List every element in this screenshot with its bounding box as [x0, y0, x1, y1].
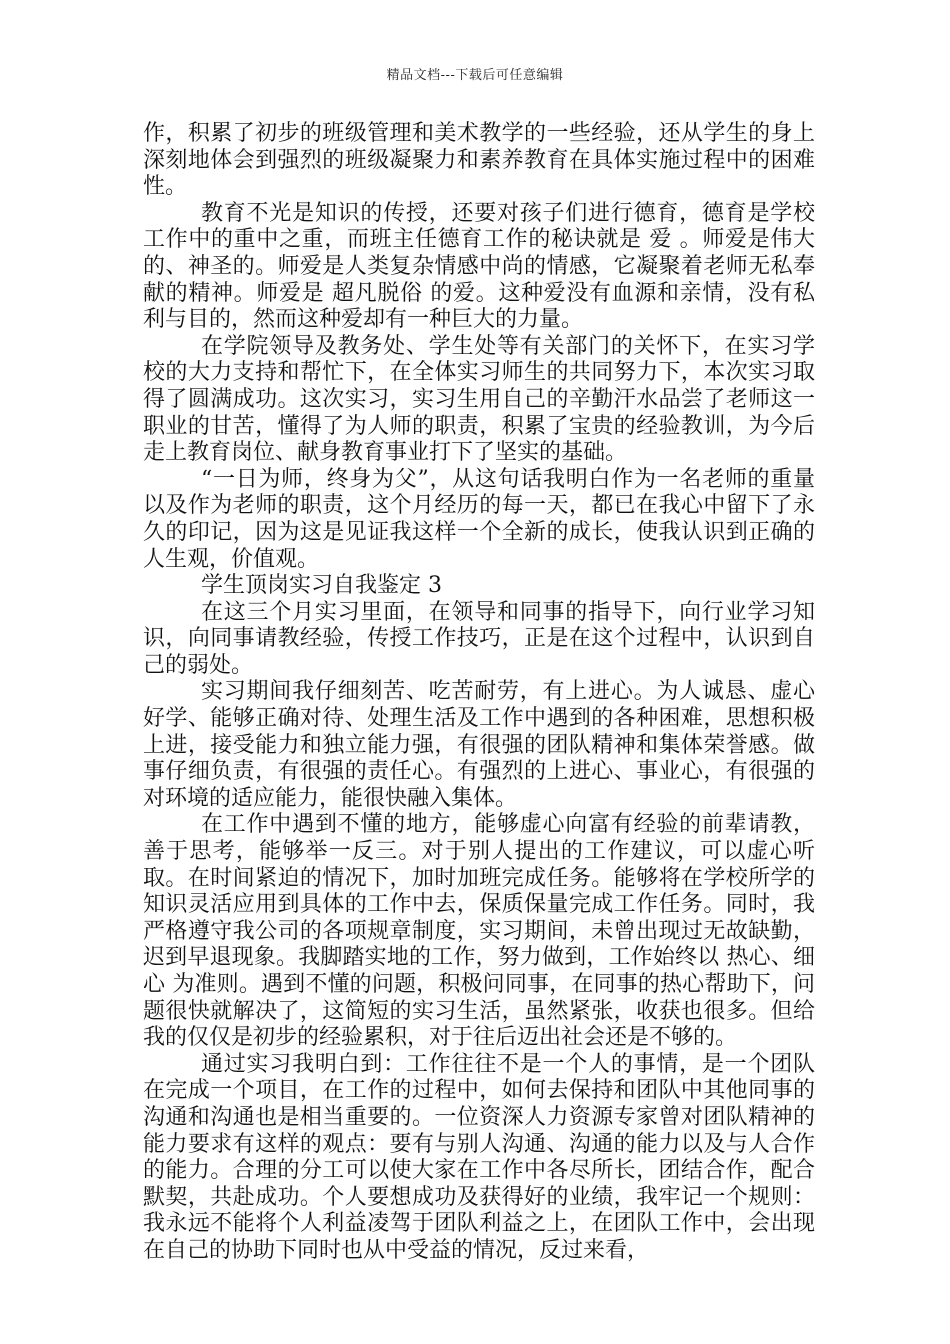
paragraph-teamwork: 通过实习我明白到：工作往往不是一个人的事情，是一个团队在完成一个项目，在工作的过程中，如何去保持和团队中其他同事的沟通和沟通也是相当重要的。一位资深人力资源专家曾对团队精神的能力要求有这样的观点：要有与别人沟通、沟通的能力以及与人合作的能力。合理的分工可以使大家在工作中各尽所长，团结合作，配合默契，共赴成功。个人要想成功及获得好的业绩，我牢记一个规则：我永远不能将个人利益凌驾于团队利益之上，在团队工作中，会出现在自己的协助下同时也从中受益的情况，反过来看， [143, 1051, 815, 1263]
paragraph-internship-success: 在学院领导及教务处、学生处等有关部门的关怀下，在实习学校的大力支持和帮忙下，在全体实习师生的共同努力下，本次实习取得了圆满成功。这次实习，实习生用自己的辛勤汗水品尝了老师这一职业的甘苦，懂得了为人师的职责，积累了宝贵的经验教训，为今后走上教育岗位、献身教育事业打下了坚实的基础。 [143, 333, 815, 466]
paragraph-work-habits: 在工作中遇到不懂的地方，能够虚心向富有经验的前辈请教，善于思考，能够举一反三。对于别人提出的工作建议，可以虚心听取。在时间紧迫的情况下，加时加班完成任务。能够将在学校所学的知识灵活应用到具体的工作中去，保质保量完成工作任务。同时，我严格遵守我公司的各项规章制度，实习期间，未曾出现过无故缺勤，迟到早退现象。我脚踏实地的工作，努力做到，工作始终以 热心、细心 为准则。遇到不懂的问题，积极问同事，在同事的热心帮助下，问题很快就解决了，这简短的实习生活，虽然紧张，收获也很多。但给我的仅仅是初步的经验累积，对于往后迈出社会还是不够的。 [143, 812, 815, 1051]
paragraph-moral-education: 教育不光是知识的传授，还要对孩子们进行德育，德育是学校工作中的重中之重，而班主任德育工作的秘诀就是 爱 。师爱是伟大的、神圣的。师爱是人类复杂情感中尚的情感，它凝聚着老师无私奉献的精神。师爱是 超凡脱俗 的爱。这种爱没有血源和亲情，没有私利与目的，然而这种爱却有一种巨大的力量。 [143, 200, 815, 333]
paragraph-continued: 作，积累了初步的班级管理和美术教学的一些经验，还从学生的身上深刻地体会到强烈的班级凝聚力和素养教育在具体实施过程中的困难性。 [143, 121, 815, 200]
page-header: 精品文档---下载后可任意编辑 [386, 68, 564, 83]
document-body [143, 121, 815, 1265]
paragraph-three-months: 在这三个月实习里面，在领导和同事的指导下，向行业学习知识，向同事请教经验，传授工作技巧，正是在这个过程中，认识到自己的弱处。 [143, 599, 815, 678]
paragraph-attitude: 实习期间我仔细刻苦、吃苦耐劳，有上进心。为人诚恳、虚心好学、能够正确对待、处理生活及工作中遇到的各种困难，思想积极上进，接受能力和独立能力强，有很强的团队精神和集体荣誉感。做事仔细负责，有很强的责任心。有强烈的上进心、事业心，有很强的对环境的适应能力，能很快融入集体。 [143, 679, 815, 811]
section-heading: 学生顶岗实习自我鉴定 3 [201, 573, 442, 599]
paragraph-teacher-quote: “一日为师，终身为父”，从这句话我明白作为一名老师的重量以及作为老师的职责，这个月经历的每一天，都已在我心中留下了永久的印记，因为这是见证我这样一个全新的成长，使我认识到正确的人生观，价值观。 [143, 466, 815, 572]
